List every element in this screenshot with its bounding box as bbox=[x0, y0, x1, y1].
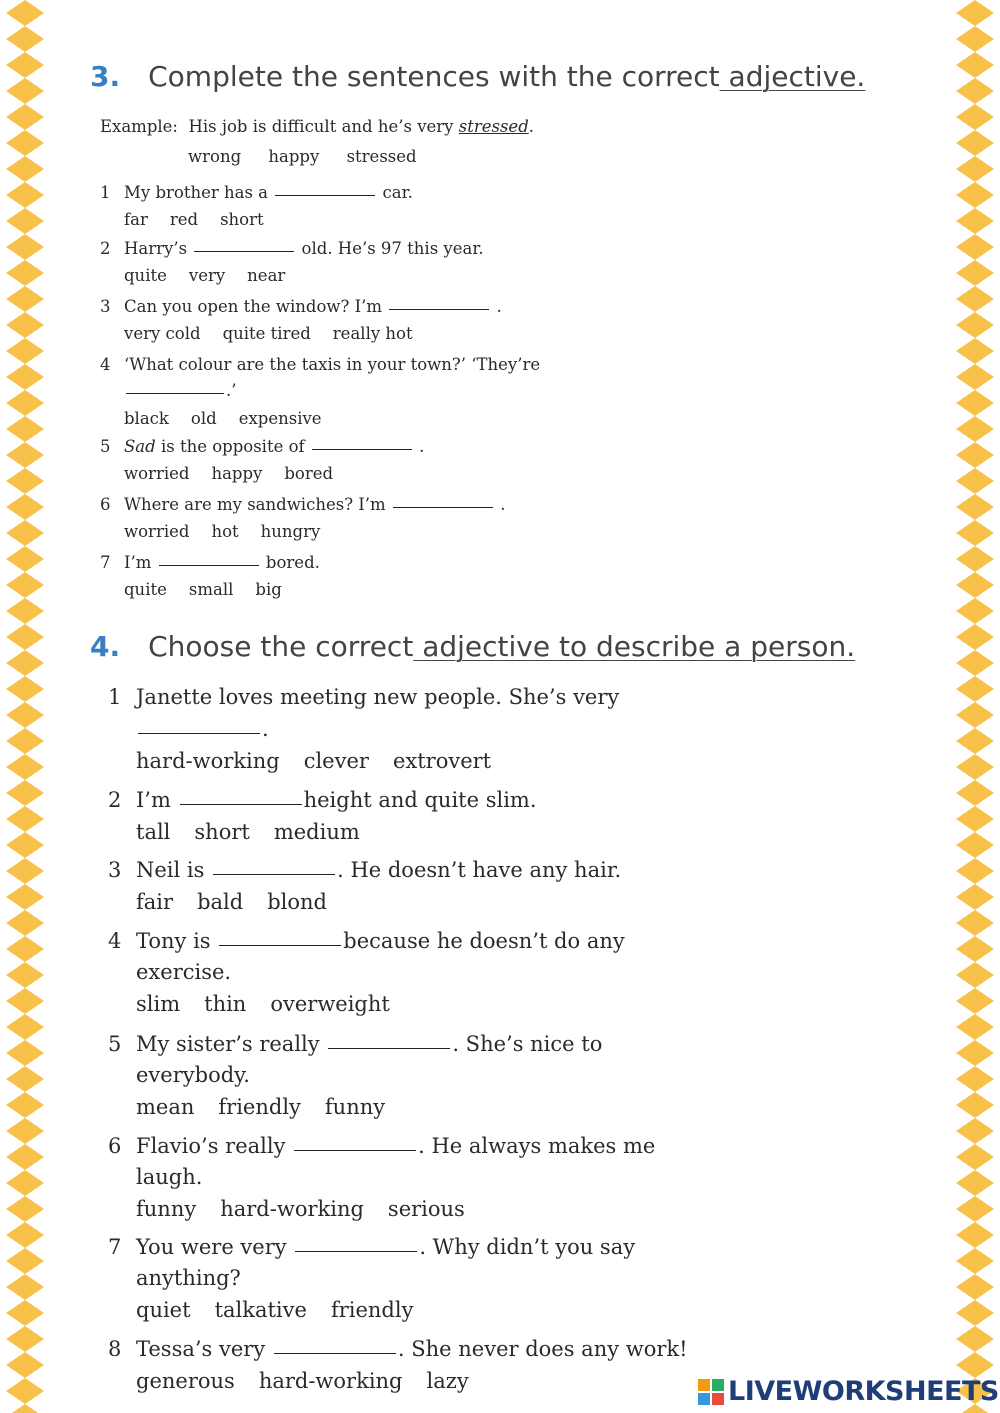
options-row bbox=[136, 749, 515, 773]
options-row bbox=[136, 1298, 437, 1322]
option[interactable]: hard-working bbox=[136, 749, 280, 773]
question-end: bored. bbox=[265, 553, 320, 572]
option[interactable]: expensive bbox=[238, 409, 322, 428]
answer-blank[interactable] bbox=[213, 873, 335, 875]
question-italic-word: Sad bbox=[124, 437, 156, 456]
option[interactable]: worried bbox=[124, 522, 190, 541]
answer-blank[interactable] bbox=[138, 732, 260, 734]
border-diamond bbox=[6, 1118, 44, 1144]
border-diamond bbox=[6, 1300, 44, 1326]
question-text: I’m bbox=[136, 788, 171, 812]
border-diamond bbox=[956, 1014, 994, 1040]
options-row bbox=[124, 580, 304, 599]
question-number: 6 bbox=[108, 1134, 122, 1158]
question-line bbox=[100, 239, 484, 258]
border-diamond bbox=[6, 1352, 44, 1378]
question-end: car. bbox=[382, 183, 413, 202]
example-sentence: His job is difficult and he’s very bbox=[188, 117, 454, 136]
border-diamond bbox=[6, 156, 44, 182]
border-diamond bbox=[956, 910, 994, 936]
question-number: 4 bbox=[100, 355, 111, 374]
question-text: ‘What colour are the taxis in your town?’ ‘They’re bbox=[124, 355, 541, 374]
border-diamond bbox=[956, 0, 994, 26]
border-diamond bbox=[6, 754, 44, 780]
option[interactable]: red bbox=[169, 210, 199, 229]
border-diamond bbox=[956, 754, 994, 780]
option[interactable]: black bbox=[124, 409, 169, 428]
options-row bbox=[124, 409, 344, 428]
question-end: height and quite slim. bbox=[303, 788, 537, 812]
border-diamond bbox=[6, 104, 44, 130]
options-row bbox=[136, 992, 414, 1016]
logo-mark-icon bbox=[698, 1379, 724, 1405]
answer-blank[interactable] bbox=[274, 1352, 396, 1354]
option[interactable]: short bbox=[194, 820, 250, 844]
option[interactable]: blond bbox=[267, 890, 327, 914]
question-line bbox=[100, 437, 424, 456]
question-line bbox=[108, 1235, 635, 1259]
answer-blank[interactable] bbox=[275, 194, 375, 196]
question-line bbox=[100, 355, 540, 374]
option[interactable]: quite bbox=[124, 580, 167, 599]
border-diamond bbox=[956, 832, 994, 858]
border-diamond bbox=[6, 286, 44, 312]
question-end: . bbox=[496, 297, 502, 316]
answer-blank[interactable] bbox=[393, 506, 493, 508]
answer-blank[interactable] bbox=[126, 392, 224, 394]
option[interactable]: quite bbox=[124, 266, 167, 285]
border-diamond bbox=[956, 234, 994, 260]
question-line bbox=[100, 553, 320, 572]
question-line-cont bbox=[136, 1063, 250, 1087]
border-diamond bbox=[6, 1404, 44, 1413]
answer-blank[interactable] bbox=[180, 803, 302, 805]
option[interactable]: clever bbox=[303, 749, 369, 773]
border-diamond bbox=[956, 468, 994, 494]
option[interactable]: really hot bbox=[332, 324, 413, 343]
border-diamond bbox=[956, 364, 994, 390]
border-diamond bbox=[6, 520, 44, 546]
answer-blank[interactable] bbox=[312, 448, 412, 450]
question-number: 3 bbox=[108, 858, 122, 882]
border-diamond bbox=[6, 1144, 44, 1170]
question-end: . Why didn’t you say bbox=[419, 1235, 636, 1259]
question-line-cont bbox=[136, 717, 269, 741]
border-diamond bbox=[956, 1066, 994, 1092]
option[interactable]: generous bbox=[136, 1369, 235, 1393]
question-line-cont bbox=[124, 381, 237, 400]
question-text: My brother has a bbox=[124, 183, 269, 202]
options-row bbox=[124, 324, 435, 343]
question-line bbox=[100, 297, 502, 316]
question-number: 7 bbox=[100, 553, 111, 572]
border-diamond bbox=[956, 286, 994, 312]
option: wrong bbox=[188, 147, 242, 166]
border-diamond bbox=[6, 78, 44, 104]
border-diamond bbox=[956, 130, 994, 156]
option: stressed bbox=[346, 147, 417, 166]
section-4-heading bbox=[90, 630, 855, 663]
border-diamond bbox=[956, 260, 994, 286]
question-number: 7 bbox=[108, 1235, 122, 1259]
border-diamond bbox=[6, 884, 44, 910]
border-diamond bbox=[6, 390, 44, 416]
question-number: 8 bbox=[108, 1337, 122, 1361]
border-diamond bbox=[956, 1170, 994, 1196]
logo-text: LIVEWORKSHEETS bbox=[728, 1376, 999, 1407]
border-diamond bbox=[6, 624, 44, 650]
border-diamond bbox=[956, 988, 994, 1014]
border-diamond bbox=[6, 364, 44, 390]
question-text: is the opposite of bbox=[160, 437, 305, 456]
option[interactable]: bald bbox=[197, 890, 244, 914]
option[interactable]: happy bbox=[211, 464, 263, 483]
question-end: . bbox=[262, 717, 269, 741]
border-diamond bbox=[6, 546, 44, 572]
option[interactable]: far bbox=[124, 210, 148, 229]
option[interactable]: slim bbox=[136, 992, 181, 1016]
question-text: Flavio’s really bbox=[136, 1134, 286, 1158]
question-line-cont bbox=[136, 1165, 202, 1189]
example-end: . bbox=[528, 117, 535, 136]
question-continuation: laugh. bbox=[136, 1165, 203, 1189]
border-diamond bbox=[956, 1352, 994, 1378]
question-continuation: exercise. bbox=[136, 960, 232, 984]
section-title-underlined: adjective. bbox=[719, 60, 866, 93]
options-row bbox=[124, 210, 286, 229]
border-diamond bbox=[956, 338, 994, 364]
border-diamond bbox=[6, 832, 44, 858]
question-line bbox=[108, 1337, 688, 1361]
border-diamond bbox=[956, 182, 994, 208]
border-diamond bbox=[956, 416, 994, 442]
question-text: Neil is bbox=[136, 858, 205, 882]
question-end: . bbox=[500, 495, 506, 514]
border-diamond bbox=[956, 520, 994, 546]
question-line-cont bbox=[136, 1266, 241, 1290]
border-diamond bbox=[956, 1222, 994, 1248]
option[interactable]: funny bbox=[136, 1197, 197, 1221]
options-row bbox=[124, 522, 342, 541]
example-line bbox=[100, 117, 534, 136]
question-continuation: everybody. bbox=[136, 1063, 250, 1087]
border-diamond bbox=[956, 572, 994, 598]
answer-blank[interactable] bbox=[219, 944, 341, 946]
question-text: My sister’s really bbox=[136, 1032, 320, 1056]
question-text: You were very bbox=[136, 1235, 287, 1259]
question-number: 1 bbox=[108, 685, 122, 709]
border-diamond bbox=[956, 312, 994, 338]
option[interactable]: mean bbox=[136, 1095, 195, 1119]
options-row bbox=[136, 1369, 493, 1393]
border-diamond bbox=[956, 728, 994, 754]
border-diamond bbox=[6, 1326, 44, 1352]
border-diamond bbox=[6, 0, 44, 26]
question-end: . She’s nice to bbox=[452, 1032, 603, 1056]
option[interactable]: very bbox=[188, 266, 226, 285]
section-3-heading bbox=[90, 60, 865, 93]
question-number: 2 bbox=[100, 239, 111, 258]
options-row bbox=[136, 1095, 409, 1119]
question-end: old. He’s 97 this year. bbox=[301, 239, 484, 258]
border-diamond bbox=[956, 962, 994, 988]
question-end: because he doesn’t do any bbox=[343, 929, 625, 953]
option: happy bbox=[268, 147, 320, 166]
border-diamond bbox=[6, 806, 44, 832]
border-diamond bbox=[956, 858, 994, 884]
question-number: 1 bbox=[100, 183, 111, 202]
question-number: 2 bbox=[108, 788, 122, 812]
section-title: Complete the sentences with the correct bbox=[148, 60, 720, 93]
border-diamond bbox=[956, 546, 994, 572]
border-diamond bbox=[956, 598, 994, 624]
question-number: 4 bbox=[108, 929, 122, 953]
border-diamond bbox=[6, 1248, 44, 1274]
border-diamond bbox=[6, 988, 44, 1014]
border-diamond bbox=[6, 936, 44, 962]
example-label: Example: bbox=[100, 117, 178, 136]
option[interactable]: serious bbox=[387, 1197, 465, 1221]
border-diamond bbox=[6, 858, 44, 884]
border-diamond bbox=[956, 702, 994, 728]
border-diamond bbox=[6, 702, 44, 728]
option[interactable]: small bbox=[188, 580, 234, 599]
answer-blank[interactable] bbox=[328, 1047, 450, 1049]
border-diamond bbox=[6, 676, 44, 702]
option[interactable]: big bbox=[255, 580, 282, 599]
option[interactable]: hard-working bbox=[220, 1197, 364, 1221]
option[interactable]: fair bbox=[136, 890, 174, 914]
border-diamond bbox=[6, 26, 44, 52]
border-diamond bbox=[956, 104, 994, 130]
option[interactable]: quiet bbox=[136, 1298, 191, 1322]
border-diamond bbox=[6, 442, 44, 468]
border-diamond bbox=[6, 1222, 44, 1248]
border-diamond bbox=[956, 1118, 994, 1144]
border-diamond bbox=[6, 780, 44, 806]
border-diamond bbox=[6, 182, 44, 208]
options-row bbox=[136, 1197, 489, 1221]
question-line bbox=[108, 685, 619, 709]
border-diamond bbox=[956, 1092, 994, 1118]
option[interactable]: very cold bbox=[124, 324, 201, 343]
border-diamond bbox=[6, 468, 44, 494]
answer-blank[interactable] bbox=[294, 1149, 416, 1151]
section-title: Choose the correct bbox=[148, 630, 414, 663]
option[interactable]: short bbox=[220, 210, 264, 229]
option[interactable]: worried bbox=[124, 464, 190, 483]
border-diamond bbox=[6, 234, 44, 260]
question-line bbox=[100, 495, 505, 514]
question-end: .’ bbox=[226, 381, 237, 400]
border-diamond bbox=[6, 650, 44, 676]
answer-blank[interactable] bbox=[194, 250, 294, 252]
border-diamond bbox=[6, 1092, 44, 1118]
example-options bbox=[188, 147, 439, 166]
border-diamond bbox=[6, 416, 44, 442]
option[interactable]: hot bbox=[211, 522, 239, 541]
border-diamond bbox=[956, 676, 994, 702]
border-diamond bbox=[956, 780, 994, 806]
answer-blank[interactable] bbox=[295, 1250, 417, 1252]
answer-blank[interactable] bbox=[159, 564, 259, 566]
border-diamond bbox=[6, 1378, 44, 1404]
border-diamond bbox=[6, 572, 44, 598]
border-diamond bbox=[956, 78, 994, 104]
border-diamond bbox=[6, 962, 44, 988]
question-text: Harry’s bbox=[124, 239, 188, 258]
option[interactable]: tall bbox=[136, 820, 171, 844]
option[interactable]: talkative bbox=[214, 1298, 307, 1322]
question-text: Janette loves meeting new people. She’s very bbox=[136, 685, 620, 709]
border-diamond bbox=[6, 1196, 44, 1222]
question-number: 6 bbox=[100, 495, 111, 514]
question-end: . He doesn’t have any hair. bbox=[337, 858, 622, 882]
border-diamond bbox=[956, 442, 994, 468]
border-diamond bbox=[956, 1040, 994, 1066]
option[interactable]: extrovert bbox=[392, 749, 492, 773]
border-diamond bbox=[956, 52, 994, 78]
option[interactable]: funny bbox=[324, 1095, 386, 1119]
question-text: Where are my sandwiches? I’m bbox=[124, 495, 386, 514]
border-diamond bbox=[6, 910, 44, 936]
option[interactable]: hungry bbox=[260, 522, 321, 541]
question-line bbox=[108, 788, 537, 812]
question-text: Can you open the window? I’m bbox=[124, 297, 383, 316]
border-diamond bbox=[956, 1248, 994, 1274]
question-number: 5 bbox=[108, 1032, 122, 1056]
answer-blank[interactable] bbox=[389, 308, 489, 310]
border-diamond bbox=[6, 1040, 44, 1066]
options-row bbox=[136, 820, 384, 844]
question-line-cont bbox=[136, 960, 231, 984]
question-continuation: anything? bbox=[136, 1266, 241, 1290]
border-diamond bbox=[956, 624, 994, 650]
border-diamond bbox=[6, 598, 44, 624]
border-diamond bbox=[956, 884, 994, 910]
border-diamond bbox=[6, 208, 44, 234]
question-line bbox=[108, 858, 621, 882]
question-text: I’m bbox=[124, 553, 152, 572]
border-diamond bbox=[956, 494, 994, 520]
option[interactable]: medium bbox=[273, 820, 360, 844]
border-diamond bbox=[6, 260, 44, 286]
question-number: 5 bbox=[100, 437, 111, 456]
border-diamond bbox=[6, 494, 44, 520]
question-end: . bbox=[419, 437, 425, 456]
option[interactable]: hard-working bbox=[258, 1369, 403, 1393]
border-diamond bbox=[956, 1326, 994, 1352]
border-diamond bbox=[956, 1196, 994, 1222]
question-text: Tessa’s very bbox=[136, 1337, 266, 1361]
section-title-underlined: adjective to describe a person. bbox=[413, 630, 856, 663]
border-diamond bbox=[6, 1170, 44, 1196]
border-diamond bbox=[956, 806, 994, 832]
border-diamond bbox=[956, 208, 994, 234]
border-diamond bbox=[956, 26, 994, 52]
question-line bbox=[108, 929, 625, 953]
question-end: . She never does any work! bbox=[397, 1337, 688, 1361]
question-line bbox=[108, 1134, 655, 1158]
border-diamond bbox=[6, 1274, 44, 1300]
decorative-border-left bbox=[0, 0, 50, 1413]
question-line bbox=[100, 183, 413, 202]
border-diamond bbox=[6, 312, 44, 338]
border-diamond bbox=[6, 1014, 44, 1040]
border-diamond bbox=[956, 1144, 994, 1170]
liveworksheets-logo bbox=[698, 1376, 999, 1407]
options-row bbox=[124, 464, 355, 483]
options-row bbox=[136, 890, 351, 914]
border-diamond bbox=[956, 1300, 994, 1326]
question-text: Tony is bbox=[136, 929, 211, 953]
option[interactable]: quite tired bbox=[222, 324, 311, 343]
example-answer: stressed bbox=[458, 117, 529, 136]
section-number: 3. bbox=[90, 60, 121, 93]
option[interactable]: near bbox=[247, 266, 286, 285]
option[interactable]: friendly bbox=[218, 1095, 301, 1119]
option[interactable]: bored bbox=[284, 464, 334, 483]
border-diamond bbox=[6, 1066, 44, 1092]
border-diamond bbox=[6, 728, 44, 754]
option[interactable]: lazy bbox=[426, 1369, 469, 1393]
border-diamond bbox=[6, 52, 44, 78]
option[interactable]: old bbox=[190, 409, 217, 428]
option[interactable]: thin bbox=[204, 992, 247, 1016]
border-diamond bbox=[956, 156, 994, 182]
options-row bbox=[124, 266, 307, 285]
border-diamond bbox=[6, 130, 44, 156]
border-diamond bbox=[6, 338, 44, 364]
border-diamond bbox=[956, 1274, 994, 1300]
border-diamond bbox=[956, 650, 994, 676]
option[interactable]: friendly bbox=[330, 1298, 414, 1322]
section-number: 4. bbox=[90, 630, 121, 663]
question-number: 3 bbox=[100, 297, 111, 316]
question-end: . He always makes me bbox=[418, 1134, 656, 1158]
decorative-border-right bbox=[950, 0, 1000, 1413]
option[interactable]: overweight bbox=[270, 992, 390, 1016]
border-diamond bbox=[956, 390, 994, 416]
question-line bbox=[108, 1032, 602, 1056]
border-diamond bbox=[956, 936, 994, 962]
